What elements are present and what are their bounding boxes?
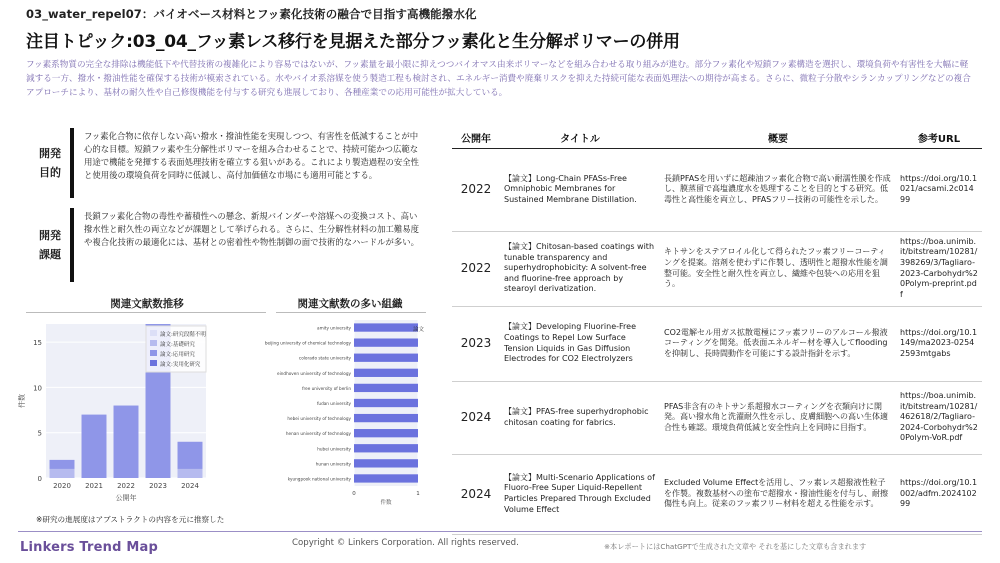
issue-label-line2: 課題 bbox=[39, 248, 61, 261]
header-year: 公開年 bbox=[452, 128, 500, 148]
org-label: beijing university of chemical technology bbox=[264, 340, 351, 346]
development-issue-section bbox=[30, 208, 420, 282]
org-label: amity university bbox=[317, 325, 351, 331]
table-row bbox=[452, 381, 982, 454]
legend-swatch bbox=[150, 330, 157, 336]
x-axis-label: 公開年 bbox=[115, 494, 137, 502]
legend-swatch bbox=[404, 326, 410, 331]
row-year: 2022 bbox=[452, 231, 500, 306]
papers-table bbox=[452, 128, 982, 535]
copyright-text: Copyright © Linkers Corporation. All rights reserved. bbox=[292, 538, 519, 548]
footer-divider bbox=[18, 531, 982, 532]
org-bar bbox=[354, 399, 418, 407]
bar-segment bbox=[178, 442, 203, 469]
bar-segment bbox=[82, 415, 107, 478]
header bbox=[26, 6, 976, 52]
org-bar bbox=[354, 474, 418, 482]
header-url: 参考URL bbox=[896, 128, 982, 148]
org-heading-underline bbox=[276, 312, 426, 313]
org-label: hunan university bbox=[315, 461, 351, 467]
row-summary: Excluded Volume Effectを活用し、フッ素レス超撥液性粒子を作製。複数基材への塗布で超撥水・撥油性能を付与し、耐擦傷性も向上。従来のフッ素フリー材料を超える性能を示す。 bbox=[660, 454, 896, 534]
legend-label: 論文:実用化研究 bbox=[160, 362, 201, 368]
bar-segment bbox=[50, 460, 75, 469]
purpose-label-line2: 目的 bbox=[39, 166, 61, 179]
section-divider bbox=[70, 208, 74, 282]
legend-swatch bbox=[150, 360, 157, 366]
table-row bbox=[452, 231, 982, 306]
x-tick-label: 1 bbox=[416, 491, 420, 497]
x-axis-label: 件数 bbox=[380, 500, 392, 506]
org-chart-heading: 関連文献数の多い組織 bbox=[297, 298, 403, 310]
legend bbox=[146, 326, 206, 372]
series-title: 03_water_repel07：バイオベース材料とフッ素化技術の融合で目指す高機能撥水化 bbox=[26, 7, 477, 21]
org-bar bbox=[354, 414, 418, 422]
table-header-row bbox=[452, 128, 982, 148]
row-summary: キトサンをステアロイル化して得られたフッ素フリーコーティングを提案。溶剤を使わずに作製し、透明性と超撥水性能を調整可能。安全性と耐久性を両立し、繊維や包装への応用を狙う。 bbox=[660, 231, 896, 306]
row-title: 【論文】PFAS-free superhydrophobic chitosan coating for fabrics. bbox=[500, 381, 660, 454]
org-label: colorado state university bbox=[298, 355, 351, 361]
legend-swatch bbox=[150, 340, 157, 346]
org-label: eindhoven university of technology bbox=[277, 370, 351, 376]
trend-chart-heading: 関連文献数推移 bbox=[110, 298, 184, 310]
x-tick-label: 0 bbox=[352, 491, 356, 497]
org-label: fudan university bbox=[316, 401, 351, 406]
header-title: タイトル bbox=[500, 128, 660, 148]
org-bar bbox=[354, 429, 418, 437]
development-purpose-section bbox=[30, 128, 420, 198]
bar-segment bbox=[50, 469, 75, 478]
org-label: henan university of technology bbox=[285, 431, 351, 437]
org-bar bbox=[354, 459, 418, 467]
legend-swatch bbox=[150, 350, 157, 356]
purpose-text: フッ素化合物に依存しない高い撥水・撥油性能を実現しつつ、有害性を低減することが中心的な目標。短鎖フッ素や生分解性ポリマーを組み合わせることで、持続可能かつ広範な用途で機能を発揮する表面処理技術を確立する狙いがある。これにより製造過程の安全性と使用後の環境負荷を同時に低減し、高付加価値な市場にも適用可能とする。 bbox=[84, 131, 419, 180]
table-row bbox=[452, 454, 982, 534]
trend-heading-underline bbox=[26, 312, 266, 313]
row-year: 2024 bbox=[452, 381, 500, 454]
x-tick-label: 2021 bbox=[85, 482, 103, 490]
section-divider bbox=[70, 128, 74, 198]
y-tick-label: 15 bbox=[33, 339, 42, 348]
table-row bbox=[452, 148, 982, 231]
chart-note: ※研究の進展度はアブストラクトの内容を元に推察した bbox=[36, 515, 225, 524]
org-bar bbox=[354, 369, 418, 377]
purpose-label-line1: 開発 bbox=[39, 147, 61, 160]
bar-segment bbox=[114, 406, 139, 478]
org-bar bbox=[354, 338, 418, 346]
legend-label: 論文:研究段階不明 bbox=[160, 332, 206, 338]
x-tick-label: 2024 bbox=[181, 482, 199, 490]
org-label: kyungpook national university bbox=[287, 476, 351, 482]
header-summary: 概要 bbox=[660, 128, 896, 148]
footer bbox=[0, 526, 1000, 563]
disclaimer-text: ※本レポートにはChatGPTで生成された文章や それを基にした文章も含まれます bbox=[604, 542, 867, 551]
row-url-link[interactable]: https://boa.unimib.it/bitstream/10281/462618/2/Tagliaro-2024-Corbohydr%20Polym-VoR.pdf bbox=[896, 381, 982, 454]
org-label: free university of berlin bbox=[302, 385, 351, 391]
linkers-logo: Linkers Trend Map bbox=[20, 540, 158, 555]
row-summary: PFAS非含有のキトサン系超撥水コーティングを衣類向けに開発。高い撥水角と洗濯耐久性を示し、皮膚細胞への高い生体適合性も確認。環境負荷低減と安全性向上を同時に目指す。 bbox=[660, 381, 896, 454]
legend-label: 論文:基礎研究 bbox=[160, 342, 195, 348]
row-url-link[interactable]: https://doi.org/10.1002/adfm.202410299 bbox=[896, 454, 982, 534]
row-summary: 長鎖PFASを用いずに超疎油フッ素化合物で高い耐濡性膜を作成し、膜蒸留で高塩濃度水を処理することを目的とする研究。低毒性と高性能を両立し、PFASフリー技術の可能性を示した。 bbox=[660, 148, 896, 231]
issue-label-line1: 開発 bbox=[39, 229, 61, 242]
issue-text: 長鎖フッ素化合物の毒性や蓄積性への懸念、新規バインダーや溶媒への変換コスト、高い撥水性と耐久性の両立などが課題として挙げられる。さらに、生分解性材料の加工難易度や複合化技術の最適化には、基材との密着性や物性制御の面で技術的なハードルが多い。 bbox=[84, 211, 419, 247]
row-url-link[interactable]: https://boa.unimib.it/bitstream/10281/398269/3/Tagliaro-2023-Carbohydr%20Polym-preprint.pdf bbox=[896, 231, 982, 306]
org-bar bbox=[354, 354, 418, 362]
bar-segment bbox=[178, 469, 203, 478]
x-tick-label: 2020 bbox=[53, 482, 71, 490]
row-summary: CO2電解セル用ガス拡散電極にフッ素フリーのアルコール撥液コーティングを開発。低表面エネルギー材を導入してfloodingを抑制し、長時間動作を可能にする設計指針を示す。 bbox=[660, 306, 896, 381]
publication-trend-chart bbox=[16, 318, 266, 508]
y-tick-label: 0 bbox=[37, 475, 42, 483]
org-label: hebei university of technology bbox=[287, 416, 351, 422]
row-title: 【論文】Long-Chain PFASs-Free Omniphobic Membranes for Sustained Membrane Distillation. bbox=[500, 148, 660, 231]
topic-title: 注目トピック:03_04_フッ素レス移行を見据えた部分フッ素化と生分解ポリマーの併用 bbox=[26, 32, 680, 52]
row-url-link[interactable]: https://doi.org/10.1149/ma2023-02542593mtgabs bbox=[896, 306, 982, 381]
row-title: 【論文】Chitosan-based coatings with tunable transparency and superhydrophobicity: A solvent-free and fluorine-free approach by stearoyl derivatization. bbox=[500, 231, 660, 306]
x-tick-label: 2023 bbox=[149, 482, 167, 490]
x-tick-label: 2022 bbox=[117, 482, 135, 490]
org-bar bbox=[354, 384, 418, 392]
org-label: hubei university bbox=[317, 446, 351, 452]
table-row bbox=[452, 306, 982, 381]
row-year: 2024 bbox=[452, 454, 500, 534]
row-title: 【論文】Multi-Scenario Applications of Fluoro-Free Super Liquid-Repellent Particles Prepared Through Excluded Volume Effect bbox=[500, 454, 660, 534]
y-tick-label: 5 bbox=[37, 429, 42, 438]
issue-label bbox=[30, 208, 70, 282]
legend-label: 論文 bbox=[413, 327, 425, 333]
y-tick-label: 10 bbox=[33, 384, 42, 393]
org-bar bbox=[354, 444, 418, 452]
legend-label: 論文:応用研究 bbox=[160, 352, 195, 358]
top-organizations-chart bbox=[264, 318, 436, 508]
y-axis-label: 件数 bbox=[18, 394, 26, 408]
intro-text: フッ素系物質の完全な排除は機能低下や代替技術の複雑化により容易ではないが、フッ素量を最小限に抑えつつバイオマス由来ポリマーなどを組み合わせる取り組みが進む。部分フッ素化や短鎖フッ素構造を選択し、環境負荷や有害性を大幅に軽減する一方、撥水・撥油性能を確保する技術が模索されている。水やバイオ系溶媒を使う製造工程も検討され、エネルギー消費や廃棄リスクを抑えた持続可能な表面処理法への期待が高まる。さらに、微粒子分散やシランカップリングなどの複合アプローチにより、基材の耐久性や自己修復機能を付与する研究も進展しており、各種産業での応用可能性が拡大している。 bbox=[26, 60, 971, 98]
row-url-link[interactable]: https://doi.org/10.1021/acsami.2c01499 bbox=[896, 148, 982, 231]
row-title: 【論文】Developing Fluorine-Free Coatings to Repel Low Surface Tension Liquids in Gas Diffusion Electrodes for CO2 Electrolyzers bbox=[500, 306, 660, 381]
purpose-label bbox=[30, 128, 70, 198]
row-year: 2022 bbox=[452, 148, 500, 231]
row-year: 2023 bbox=[452, 306, 500, 381]
